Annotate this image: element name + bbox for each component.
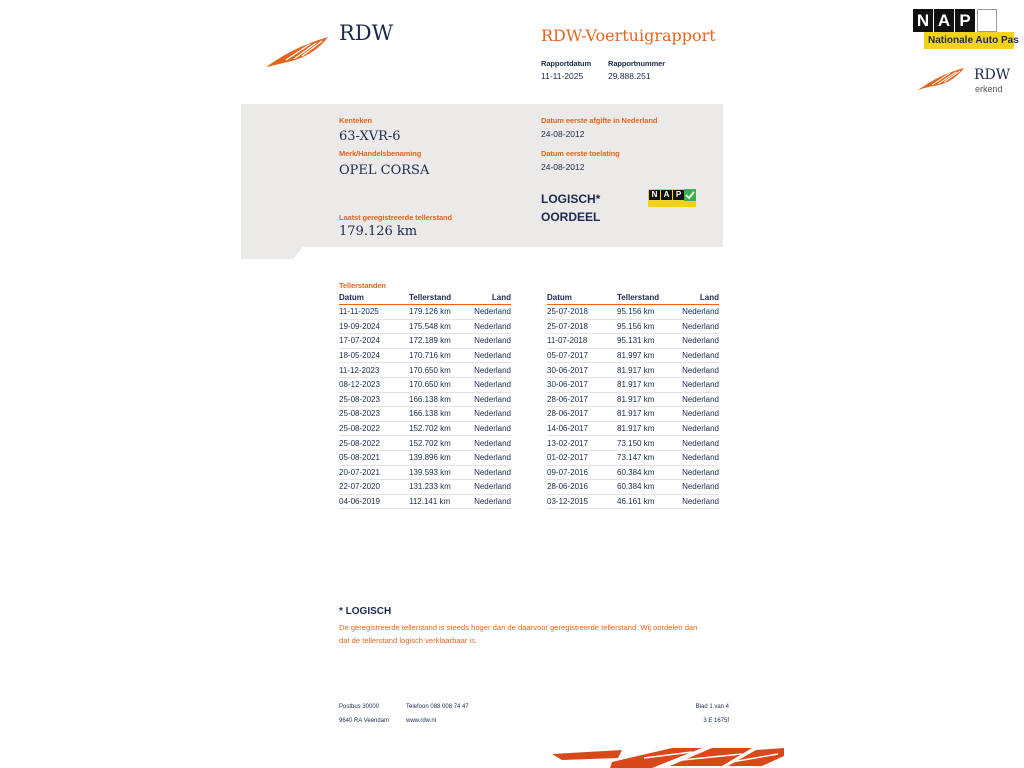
footer-address-2: 9640 RA Veendam: [339, 718, 390, 724]
reading-country: Nederland: [679, 377, 719, 392]
reading-country: Nederland: [471, 421, 511, 436]
reading-km: 73.150 km: [617, 436, 679, 451]
reading-country: Nederland: [679, 494, 719, 509]
reading-km: 170.716 km: [409, 348, 471, 363]
reading-country: Nederland: [471, 363, 511, 378]
footnote-title: * LOGISCH: [339, 606, 392, 617]
first-admission-value: 24-08-2012: [541, 162, 585, 172]
rdw-erkend-logo-icon: [916, 66, 966, 92]
table-row: [547, 319, 719, 334]
first-nl-value: 24-08-2012: [541, 129, 585, 139]
nap-badge-small: [648, 189, 696, 207]
reading-date: 19-09-2024: [339, 319, 409, 334]
table-row: [547, 377, 719, 392]
footer-address-1: Postbus 30000: [339, 704, 380, 710]
col-header-country: Land: [471, 292, 511, 305]
reading-km: 179.126 km: [409, 305, 471, 320]
plate-value: 63-XVR-6: [339, 129, 401, 144]
reading-date: 30-06-2017: [547, 363, 617, 378]
reading-km: 95.131 km: [617, 334, 679, 349]
reading-country: Nederland: [679, 436, 719, 451]
footer-phone: Telefoon 088 008 74 47: [406, 704, 469, 710]
table-row: [547, 480, 719, 495]
reading-country: Nederland: [471, 450, 511, 465]
make-label: Merk/Handelsbenaming: [339, 149, 422, 158]
reading-km: 95.156 km: [617, 305, 679, 320]
reading-date: 25-07-2018: [547, 305, 617, 320]
reading-date: 01-02-2017: [547, 450, 617, 465]
reading-km: 81.917 km: [617, 407, 679, 422]
nap-letter-a: A: [934, 9, 954, 32]
table-row: [339, 377, 511, 392]
reading-km: 73.147 km: [617, 450, 679, 465]
reading-country: Nederland: [679, 392, 719, 407]
reading-date: 04-06-2019: [339, 494, 409, 509]
table-row: [339, 494, 511, 509]
reading-country: Nederland: [679, 465, 719, 480]
table-row: [547, 305, 719, 320]
reading-km: 172.189 km: [409, 334, 471, 349]
readings-title: Tellerstanden: [339, 281, 386, 290]
footnote-text-2: dat de tellerstand logisch verklaarbaar is.: [339, 636, 478, 645]
reading-country: Nederland: [471, 348, 511, 363]
reading-date: 05-07-2017: [547, 348, 617, 363]
reading-country: Nederland: [679, 480, 719, 495]
reading-date: 25-08-2023: [339, 407, 409, 422]
reading-country: Nederland: [471, 465, 511, 480]
reading-km: 81.917 km: [617, 421, 679, 436]
nap-small-letter-p: P: [673, 190, 684, 200]
reading-country: Nederland: [679, 305, 719, 320]
reading-km: 139.896 km: [409, 450, 471, 465]
reading-country: Nederland: [679, 407, 719, 422]
rdw-erkend-name: RDW: [974, 67, 1011, 83]
reading-km: 81.917 km: [617, 392, 679, 407]
table-row: [339, 421, 511, 436]
table-row: [339, 407, 511, 422]
reading-km: 170.650 km: [409, 377, 471, 392]
reading-country: Nederland: [679, 421, 719, 436]
readings-left-body: [339, 305, 511, 509]
reading-km: 81.997 km: [617, 348, 679, 363]
rdw-erkend-sub: erkend: [975, 84, 1003, 94]
table-row: [339, 465, 511, 480]
reading-date: 17-07-2024: [339, 334, 409, 349]
reading-km: 152.702 km: [409, 436, 471, 451]
summary-band-tail: [241, 247, 303, 259]
reading-km: 81.917 km: [617, 363, 679, 378]
reading-country: Nederland: [471, 480, 511, 495]
reading-date: 08-12-2023: [339, 377, 409, 392]
table-row: [339, 450, 511, 465]
table-row: [339, 334, 511, 349]
reading-country: Nederland: [471, 305, 511, 320]
table-row: [547, 450, 719, 465]
nap-logo: [913, 9, 1019, 50]
table-row: [547, 421, 719, 436]
table-row: [339, 319, 511, 334]
table-row: [547, 363, 719, 378]
verdict-line-2: OORDEEL: [541, 210, 601, 224]
reading-km: 152.702 km: [409, 421, 471, 436]
report-title: RDW-Voertuigrapport: [541, 26, 716, 45]
first-nl-label: Datum eerste afgifte in Nederland: [541, 116, 658, 125]
reading-country: Nederland: [679, 334, 719, 349]
report-date: 11-11-2025: [541, 71, 584, 81]
reading-country: Nederland: [471, 436, 511, 451]
footer-web[interactable]: www.rdw.nl: [406, 718, 437, 724]
reading-date: 13-02-2017: [547, 436, 617, 451]
table-row: [339, 480, 511, 495]
reading-km: 95.156 km: [617, 319, 679, 334]
plate-label: Kenteken: [339, 116, 372, 125]
nap-caption-bar: [924, 32, 1019, 49]
reading-km: 170.650 km: [409, 363, 471, 378]
verdict-line-1: LOGISCH*: [541, 192, 601, 206]
reading-date: 03-12-2015: [547, 494, 617, 509]
nap-small-letter-a: A: [661, 190, 672, 200]
reading-date: 25-08-2022: [339, 421, 409, 436]
readings-table-right: [547, 292, 719, 509]
reading-date: 09-07-2016: [547, 465, 617, 480]
reading-km: 166.138 km: [409, 392, 471, 407]
checkmark-icon: [684, 189, 696, 201]
reading-country: Nederland: [471, 407, 511, 422]
report-date-label: Rapportdatum: [541, 59, 592, 68]
reading-km: 46.161 km: [617, 494, 679, 509]
reading-date: 28-06-2017: [547, 392, 617, 407]
reading-date: 05-08-2021: [339, 450, 409, 465]
brand-name: RDW: [339, 21, 394, 45]
reading-date: 30-06-2017: [547, 377, 617, 392]
reading-km: 166.138 km: [409, 407, 471, 422]
report-number: 29.888.251: [608, 71, 651, 81]
readings-right-body: [547, 305, 719, 509]
reading-date: 25-07-2018: [547, 319, 617, 334]
reading-date: 11-07-2018: [547, 334, 617, 349]
rdw-logo-icon: [264, 34, 330, 70]
reading-country: Nederland: [679, 363, 719, 378]
table-row: [339, 392, 511, 407]
reading-km: 81.917 km: [617, 377, 679, 392]
reading-km: 60.384 km: [617, 480, 679, 495]
nap-caption: Nationale Auto Pas: [928, 35, 1019, 46]
col-header-country: Land: [679, 292, 719, 305]
reading-country: Nederland: [679, 319, 719, 334]
nap-letter-n: N: [913, 9, 933, 32]
table-row: [547, 494, 719, 509]
reading-date: 11-12-2023: [339, 363, 409, 378]
table-row: [547, 436, 719, 451]
reading-country: Nederland: [679, 450, 719, 465]
reading-date: 28-06-2016: [547, 480, 617, 495]
footnote-text-1: De geregistreerde tellerstand is steeds hoger dan de daarvoor geregistreerde tellerstand. Wij oordelen dan: [339, 623, 698, 632]
table-row: [547, 348, 719, 363]
reading-date: 18-05-2024: [339, 348, 409, 363]
reading-date: 25-08-2022: [339, 436, 409, 451]
col-header-reading: Tellerstand: [409, 292, 471, 305]
make-value: OPEL CORSA: [339, 163, 430, 178]
reading-date: 20-07-2021: [339, 465, 409, 480]
table-row: [339, 305, 511, 320]
reading-km: 139.593 km: [409, 465, 471, 480]
footer-page: Blad 1 van 4: [695, 704, 729, 710]
table-row: [547, 407, 719, 422]
nap-letter-p: P: [955, 9, 975, 32]
table-row: [547, 392, 719, 407]
reading-date: 25-08-2023: [339, 392, 409, 407]
reading-country: Nederland: [471, 494, 511, 509]
table-row: [547, 465, 719, 480]
reading-km: 175.548 km: [409, 319, 471, 334]
reading-country: Nederland: [471, 377, 511, 392]
reading-date: 14-06-2017: [547, 421, 617, 436]
reading-country: Nederland: [679, 348, 719, 363]
nap-small-letter-n: N: [649, 190, 660, 200]
col-header-date: Datum: [339, 292, 409, 305]
reading-country: Nederland: [471, 392, 511, 407]
nap-checkbox: [977, 9, 997, 32]
table-row: [547, 334, 719, 349]
col-header-date: Datum: [547, 292, 617, 305]
reading-date: 22-07-2020: [339, 480, 409, 495]
report-number-label: Rapportnummer: [608, 59, 666, 68]
col-header-reading: Tellerstand: [617, 292, 679, 305]
table-row: [339, 436, 511, 451]
first-admission-label: Datum eerste toelating: [541, 149, 620, 158]
summary-band: [241, 104, 723, 247]
readings-table-left: [339, 292, 511, 509]
odometer-label: Laatst geregistreerde tellerstand: [339, 213, 452, 222]
table-row: [339, 363, 511, 378]
table-row: [339, 348, 511, 363]
reading-date: 11-11-2025: [339, 305, 409, 320]
reading-country: Nederland: [471, 334, 511, 349]
reading-km: 112.141 km: [409, 494, 471, 509]
footer-code: 3 E 1675f: [703, 718, 729, 724]
reading-country: Nederland: [471, 319, 511, 334]
reading-km: 131.233 km: [409, 480, 471, 495]
reading-km: 60.384 km: [617, 465, 679, 480]
odometer-value: 179.126 km: [339, 224, 418, 239]
decorative-stripes-icon: [552, 746, 786, 768]
reading-date: 28-06-2017: [547, 407, 617, 422]
